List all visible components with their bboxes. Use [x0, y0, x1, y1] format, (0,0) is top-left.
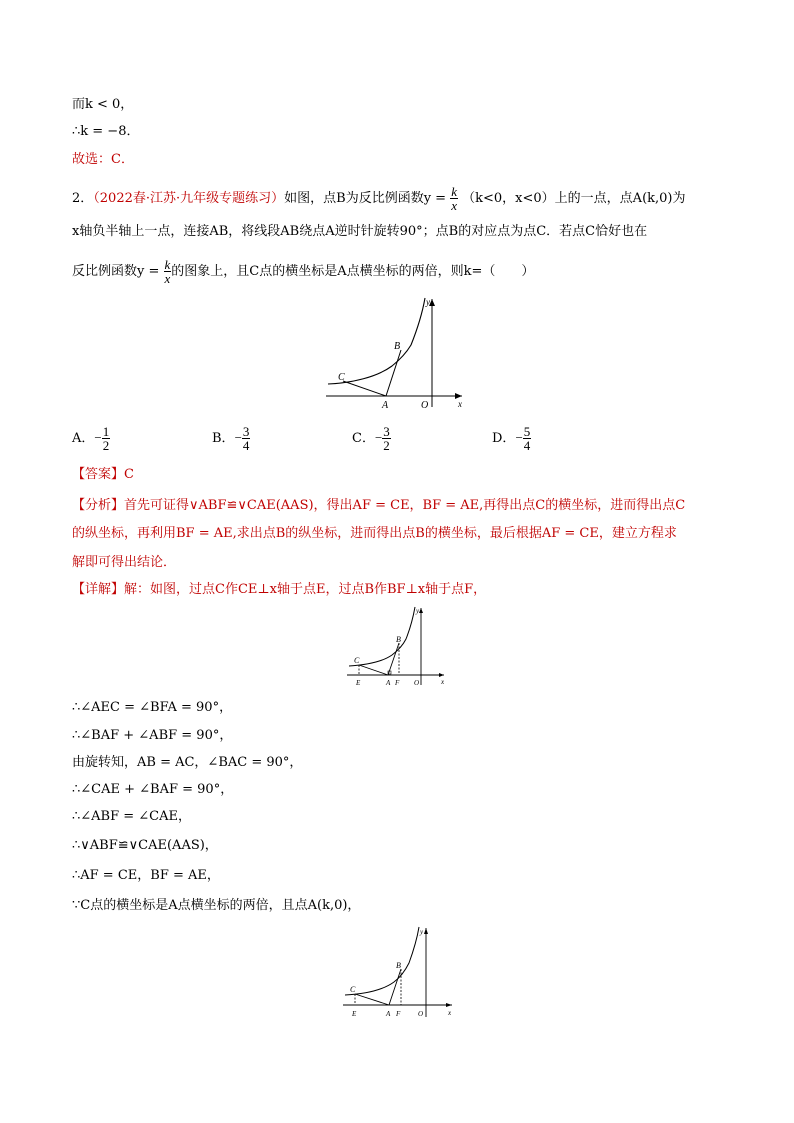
svg-text:C: C: [338, 372, 345, 383]
option-a[interactable]: A．− $\frac{1}{2}$: [72, 424, 110, 453]
svg-text:C: C: [350, 985, 356, 994]
option-c[interactable]: C．− $\frac{3}{2}$: [352, 424, 390, 453]
text-line: ∴k = −8．: [72, 124, 140, 139]
svg-text:O: O: [421, 400, 429, 411]
step-line: ∴∠BAF + ∠ABF = 90°，: [72, 728, 233, 743]
step-line: ∴∠ABF = ∠CAE，: [72, 809, 191, 824]
text-line: 而k < 0，: [72, 97, 134, 112]
step-line: ∴AF = CE，BF = AE，: [72, 868, 220, 883]
svg-text:O: O: [418, 1010, 424, 1018]
svg-text:O: O: [414, 679, 420, 687]
step-line: ∴∠CAE + ∠BAF = 90°，: [72, 782, 234, 797]
step-line: ∴∠AEC = ∠BFA = 90°，: [72, 700, 233, 715]
svg-text:x: x: [448, 1009, 452, 1017]
svg-text:B: B: [394, 341, 401, 352]
question-figure: [322, 295, 472, 415]
step-line: ∴∨ABF≌∨CAE(AAS)，: [72, 838, 218, 853]
text-line: 故选：C．: [72, 152, 134, 167]
answer-value: C: [124, 467, 134, 482]
svg-text:F: F: [396, 1010, 401, 1018]
analysis-line-1: 【分析】首先可证得∨ABF≌∨CAE(AAS)，得出AF = CE，BF = AE,再得出点C的横坐标，进而得出点C: [72, 498, 686, 513]
svg-text:y: y: [416, 607, 420, 615]
question-source: （2022春·江苏·九年级专题练习）: [93, 191, 285, 206]
answer-tag: 【答案】: [72, 467, 125, 482]
svg-text:y: y: [420, 928, 424, 936]
detail-tag: 【详解】: [72, 582, 125, 597]
step-line: 由旋转知，AB = AC，∠BAC = 90°，: [72, 755, 303, 770]
question-number: 2．: [72, 191, 94, 206]
svg-text:C: C: [354, 656, 360, 665]
question-text: （k<0，x<0）上的一点，点A(k,0)为: [462, 191, 686, 206]
svg-text:A: A: [386, 1010, 391, 1018]
question-line-2: x轴负半轴上一点，连接AB，将线段AB绕点A逆时针旋转90°；点B的对应点为点C．若点C恰好也在: [72, 224, 648, 239]
step-line: ∵C点的横坐标是A点横坐标的两倍，且点A(k,0)，: [72, 898, 361, 913]
svg-text:x: x: [441, 678, 445, 686]
fraction: $\frac{k}{x}$: [451, 184, 457, 213]
detail-figure-1: [344, 605, 450, 691]
svg-text:A: A: [382, 400, 389, 411]
svg-text:B: B: [396, 635, 401, 644]
answer-line: [72, 465, 134, 485]
analysis-line-2: 的纵坐标，再利用BF = AE,求出点B的纵坐标，进而得出点B的横坐标，最后根据AF = CE，建立方程求: [72, 526, 677, 541]
svg-text:x: x: [458, 399, 462, 409]
svg-text:E: E: [352, 1010, 357, 1018]
analysis-tag: 【分析】: [72, 498, 125, 513]
question-text: 如图，点B为反比例函数y =: [284, 191, 447, 206]
svg-text:E: E: [356, 679, 361, 687]
detail-line-1: 【详解】解：如图，过点C作CE⊥x轴于点E，过点B作BF⊥x轴于点F，: [72, 582, 487, 597]
analysis-line-3: 解即可得出结论．: [72, 555, 177, 570]
svg-text:B: B: [396, 961, 401, 970]
question-line-3: 反比例函数y = $\frac{k}{x}$ 的图象上，且C点的横坐标是A点横坐标的两倍，则k=（ ）: [72, 257, 535, 286]
question-line-1: [72, 185, 686, 212]
svg-text:y: y: [426, 297, 430, 307]
option-d[interactable]: D．− $\frac{5}{4}$: [492, 424, 531, 453]
svg-text:F: F: [395, 679, 400, 687]
fraction: $\frac{k}{x}$: [164, 257, 171, 286]
detail-figure-2: [340, 925, 458, 1021]
svg-text:A: A: [386, 679, 391, 687]
option-b[interactable]: B．− $\frac{3}{4}$: [212, 424, 250, 453]
